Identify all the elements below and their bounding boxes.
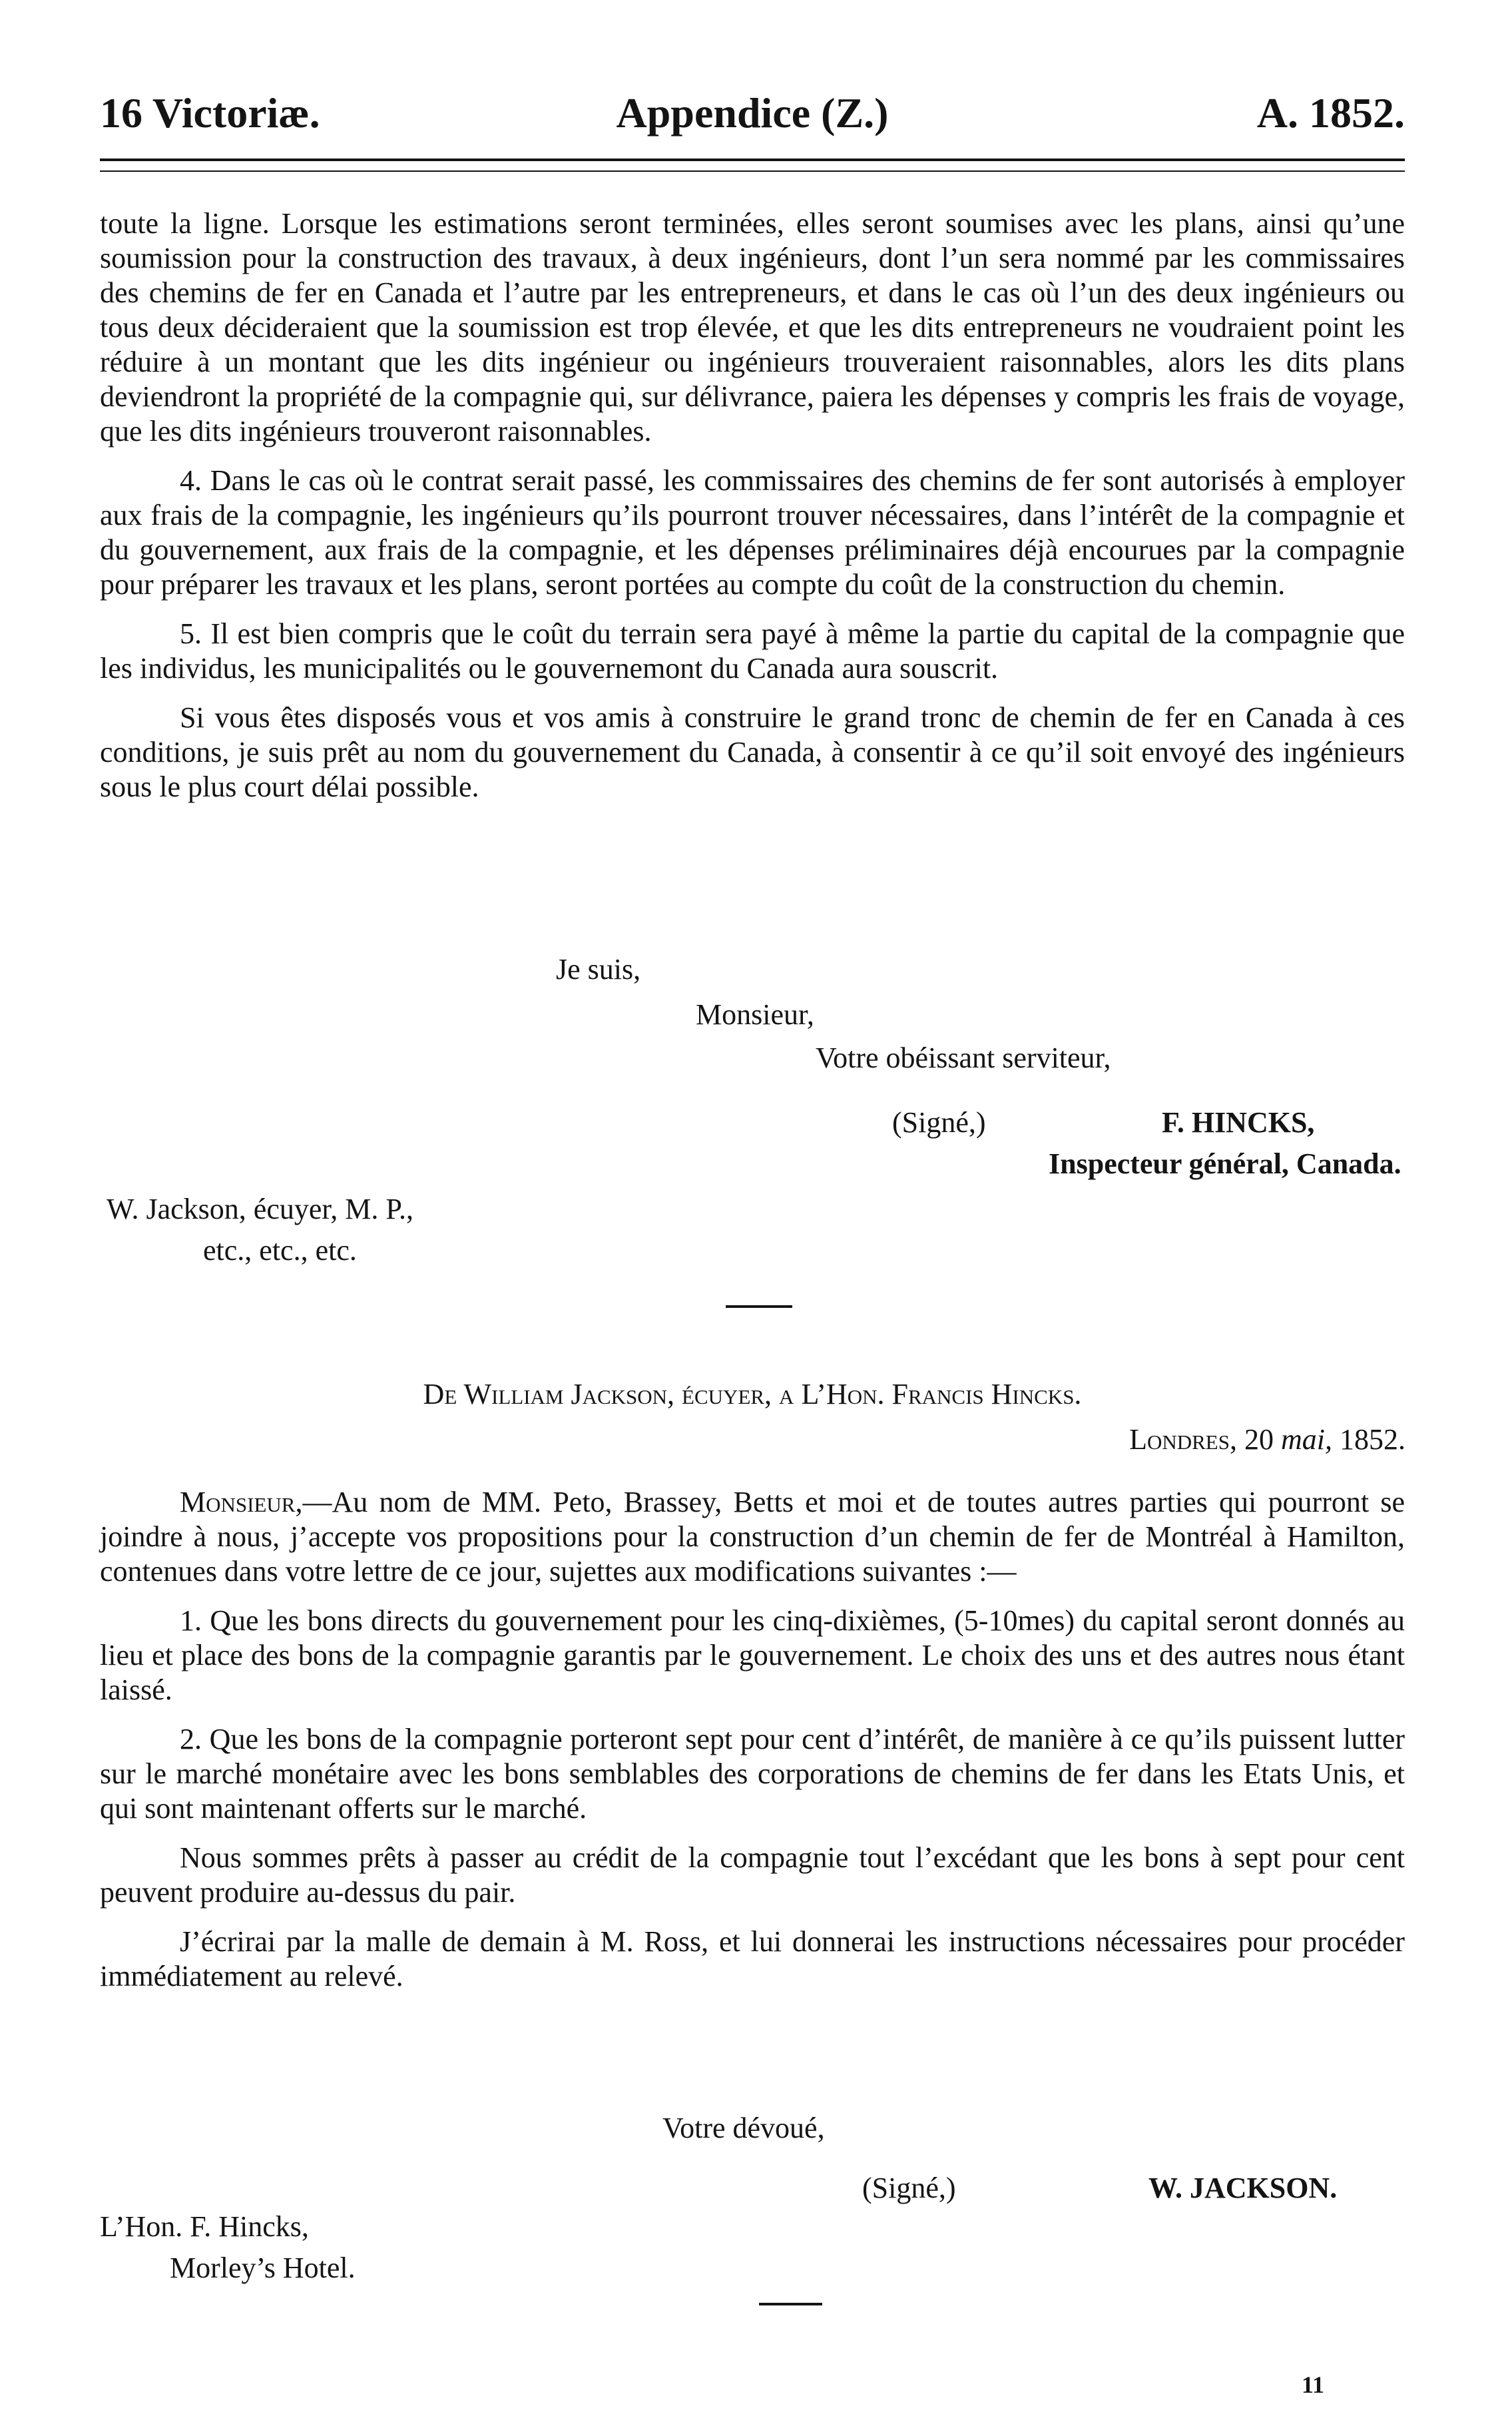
- letter1-signed: (Signé,): [892, 1106, 986, 1139]
- letter2-salutation: Monsieur,: [180, 1486, 303, 1518]
- dateline-place: Londres,: [1129, 1423, 1237, 1456]
- letter2-dateline: [1129, 1422, 1405, 1457]
- header-appendix: Appendice (Z.): [616, 89, 889, 137]
- letter1-paragraph-1: toute la ligne. Lorsque les estimations seront terminées, elles seront soumises avec les plans, ainsi qu’une soumission pour la construction des travaux, à deux ingénieurs, dont l’un sera nommé par les commissaires des chemins de fer en Canada et l’autre par les entrepreneurs, et dans le cas où l’un des deux ingénieurs ou tous deux décideraient que la soumission est trop élevée, et que les dits entrepreneurs ne voudraient point les réduire à un montant que les dits ingénieur ou ingénieurs trouveraient raisonnables, alors les dits plans deviendront la propriété de la compagnie qui, sur délivrance, paiera les dépenses y compris les frais de voyage, que les dits ingénieurs trouveront raisonnables.: [100, 207, 1405, 448]
- letter1-paragraph-4: Si vous êtes disposés vous et vos amis à construire le grand tronc de chemin de fer en Canada à ces conditions, je suis prêt au nom du gouvernement du Canada, à consentir à ce qu’il soit envoyé des ingénieurs sous le plus court délai possible.: [100, 701, 1405, 803]
- letter2-paragraph-3: 2. Que les bons de la compagnie porteront sept pour cent d’intérêt, de manière à ce qu’ils puissent lutter sur le marché monétaire avec les bons semblables des corporations de chemins de fer dans les Etats Unis, et qui sont maintenant offerts sur le marché.: [100, 1723, 1405, 1825]
- header-year: A. 1852.: [1256, 89, 1405, 137]
- letter2-paragraph-1: [100, 1485, 1405, 1589]
- header-session: 16 Victoriæ.: [100, 89, 320, 137]
- letter2-paragraph-1-text: —Au nom de MM. Peto, Brassey, Betts et moi et de toutes autres parties qui pourront se joindre à nous, j’accepte vos propositions pour la construction d’un chemin de fer de Montréal à Hamilton, contenues dans votre lettre de ce jour, sujettes aux modifications suivantes :—: [100, 1486, 1405, 1588]
- letter1-closing-je-suis: Je suis,: [556, 953, 641, 986]
- header-double-rule: [100, 158, 1405, 172]
- dateline-day: 20: [1244, 1423, 1274, 1456]
- letter2-paragraph-4: Nous sommes prêts à passer au crédit de la compagnie tout l’excédant que les bons à sept pour cent peuvent produire au-dessus du pair.: [100, 1841, 1405, 1909]
- letter2-paragraph-2: 1. Que les bons directs du gouvernement pour les cinq-dixièmes, (5-10mes) du capital seront donnés au lieu et place des bons de la compagnie garantis par le gouvernement. Le choix des uns et des autres nous étant laissé.: [100, 1604, 1405, 1706]
- page-signature-mark: 11: [1302, 2371, 1325, 2398]
- letter2-addressee-hotel: Morley’s Hotel.: [170, 2252, 356, 2284]
- dateline-month: mai,: [1281, 1423, 1332, 1456]
- letter1-addressee-etc: etc., etc., etc.: [203, 1234, 357, 1267]
- section-divider: [726, 1305, 792, 1308]
- dateline-year: 1852.: [1340, 1423, 1405, 1456]
- letter1-signatory-title: Inspecteur général, Canada.: [1049, 1147, 1401, 1180]
- letter2-body: [100, 1485, 1405, 1994]
- letter1-closing-monsieur: Monsieur,: [696, 998, 814, 1031]
- letter2-signed: (Signé,): [862, 2172, 956, 2204]
- letter1-addressee-name: W. Jackson, écuyer, M. P.,: [107, 1193, 413, 1225]
- letter2-heading: De William Jackson, écuyer, a L’Hon. Francis Hincks.: [423, 1378, 1082, 1410]
- letter1-closing-serviteur: Votre obéissant serviteur,: [816, 1042, 1111, 1074]
- letter2-signature: W. JACKSON.: [1148, 2172, 1338, 2204]
- letter1-body: [100, 206, 1405, 804]
- letter1-paragraph-3: 5. Il est bien compris que le coût du terrain sera payé à même la partie du capital de la compagnie que les individus, les municipalités ou le gouvernemont du Canada aura souscrit.: [100, 617, 1405, 685]
- letter1-paragraph-2: 4. Dans le cas où le contrat serait passé, les commissaires des chemins de fer sont autorisés à employer aux frais de la compagnie, les ingénieurs qu’ils pourront trouver nécessaires, dans l’intérêt de la compagnie et du gouvernement, aux frais de la compagnie, et les dépenses préliminaires déjà encourues par la compagnie pour préparer les travaux et les plans, seront portées au compte du coût de la construction du chemin.: [100, 464, 1405, 601]
- end-divider: [759, 2303, 822, 2305]
- letter2-paragraph-5: J’écrirai par la malle de demain à M. Ross, et lui donnerai les instructions nécessaires pour procéder immédiatement au relevé.: [100, 1925, 1405, 1992]
- page-header: [100, 87, 1405, 147]
- letter1-signature: F. HINCKS,: [1162, 1106, 1315, 1139]
- letter2-closing: Votre dévoué,: [662, 2112, 825, 2144]
- letter2-addressee-name: L’Hon. F. Hincks,: [100, 2210, 309, 2243]
